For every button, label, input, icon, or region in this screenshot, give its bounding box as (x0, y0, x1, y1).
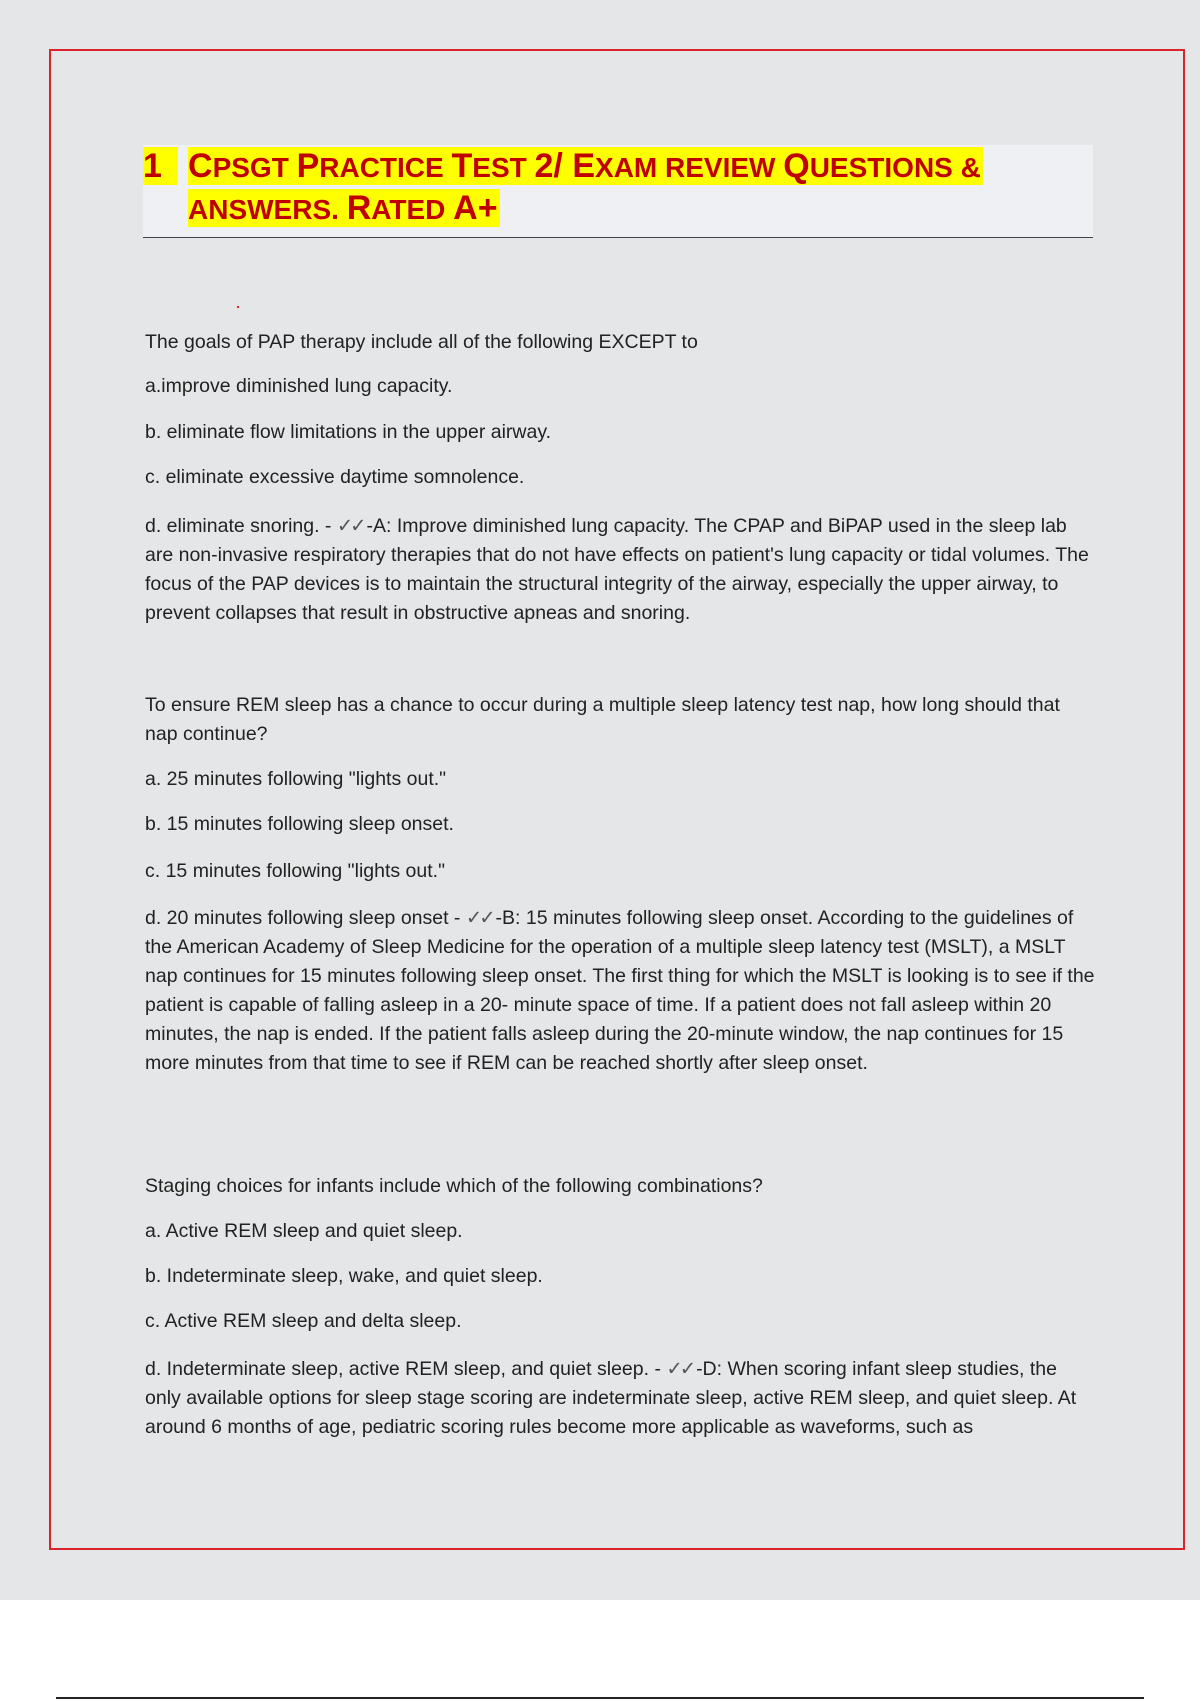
answer-explanation: -A: Improve diminished lung capacity. The CPAP and BiPAP used in the sleep lab are non-invasive respiratory therapies that do not have effects on patient's lung capacity or tidal volumes. The focus of the PAP devices is to maintain the structural integrity of the airway, especially the upper airway, to prevent collapses that result in obstructive apneas and snoring. (145, 515, 1089, 624)
option-a: a. 25 minutes following "lights out." (145, 768, 447, 790)
question-stem: The goals of PAP therapy include all of the following EXCEPT to (145, 331, 698, 353)
answer-explanation: -B: 15 minutes following sleep onset. According to the guidelines of the American Academy of Sleep Medicine for the operation of a multiple sleep latency test (MSLT), a MSLT nap continues for 15 minutes following sleep onset. The first thing for which the MSLT is looking is to see if the patient is capable of falling asleep in a 20- minute space of time. If a patient does not fall asleep within 20 minutes, the nap is ended. If the patient falls asleep during the 20-minute window, the nap continues for 15 more minutes from that time to see if REM can be reached shortly after sleep onset. (145, 907, 1095, 1074)
heading-number: 1 (143, 145, 178, 187)
question-stem: To ensure REM sleep has a chance to occur during a multiple sleep latency test nap, how long should that nap continue? (145, 694, 1060, 745)
answer-explanation: -D: When scoring infant sleep studies, the only available options for sleep stage scoring are indeterminate sleep, active REM sleep, and quiet sleep. At around 6 months of age, pediatric scoring rules become more applicable as waveforms, such as (145, 1358, 1077, 1438)
option-b: b. 15 minutes following sleep onset. (145, 813, 454, 835)
option-b: b. eliminate flow limitations in the upper airway. (145, 421, 552, 443)
double-check-icon: ✓✓ (336, 515, 364, 537)
option-c: c. 15 minutes following "lights out." (145, 860, 445, 882)
question-2 (145, 691, 1095, 749)
heading-line-1: CPSGT PRACTICE TEST 2/ EXAM REVIEW QUESTIONS & (188, 147, 981, 185)
option-c: c. eliminate excessive daytime somnolence. (145, 466, 525, 488)
question-stem: Staging choices for infants include which of the following combinations? (145, 1175, 763, 1197)
bottom-divider (56, 1697, 1144, 1699)
title-block (143, 145, 1093, 238)
option-c: c. Active REM sleep and delta sleep. (145, 1310, 462, 1332)
stray-mark (237, 306, 239, 308)
double-check-icon: ✓✓ (666, 1358, 694, 1380)
question-1 (145, 328, 1095, 357)
option-d-answer: d. Indeterminate sleep, active REM sleep, and quiet sleep. - ✓✓ -D: When scoring infant sleep studies, the only available options for sleep stage scoring are indeterminate sleep, active REM sleep, and quiet sleep. At around 6 months of age, pediatric scoring rules become more applicable as waveforms, such as (145, 1358, 1077, 1438)
option-d-answer: d. 20 minutes following sleep onset - ✓✓ -B: 15 minutes following sleep onset. According to the guidelines of the American Academy of Sleep Medicine for the operation of a multiple sleep latency test (MSLT), a MSLT nap continues for 15 minutes following sleep onset. The first thing for which the MSLT is looking is to see if the patient is capable of falling asleep in a 20- minute space of time. If a patient does not fall asleep within 20 minutes, the nap is ended. If the patient falls asleep during the 20-minute window, the nap continues for 15 more minutes from that time to see if REM can be reached shortly after sleep onset. (145, 907, 1095, 1074)
double-check-icon: ✓✓ (465, 907, 493, 929)
option-a: a. Active REM sleep and quiet sleep. (145, 1220, 463, 1242)
question-3 (145, 1172, 1095, 1201)
option-d-answer: d. eliminate snoring. - ✓✓ -A: Improve diminished lung capacity. The CPAP and BiPAP used in the sleep lab are non-invasive respiratory therapies that do not have effects on patient's lung capacity or tidal volumes. The focus of the PAP devices is to maintain the structural integrity of the airway, especially the upper airway, to prevent collapses that result in obstructive apneas and snoring. (145, 515, 1089, 624)
heading-line-2: ANSWERS. RATED A+ (188, 189, 498, 227)
option-b: b. Indeterminate sleep, wake, and quiet sleep. (145, 1265, 543, 1287)
option-a: a.improve diminished lung capacity. (145, 375, 453, 397)
